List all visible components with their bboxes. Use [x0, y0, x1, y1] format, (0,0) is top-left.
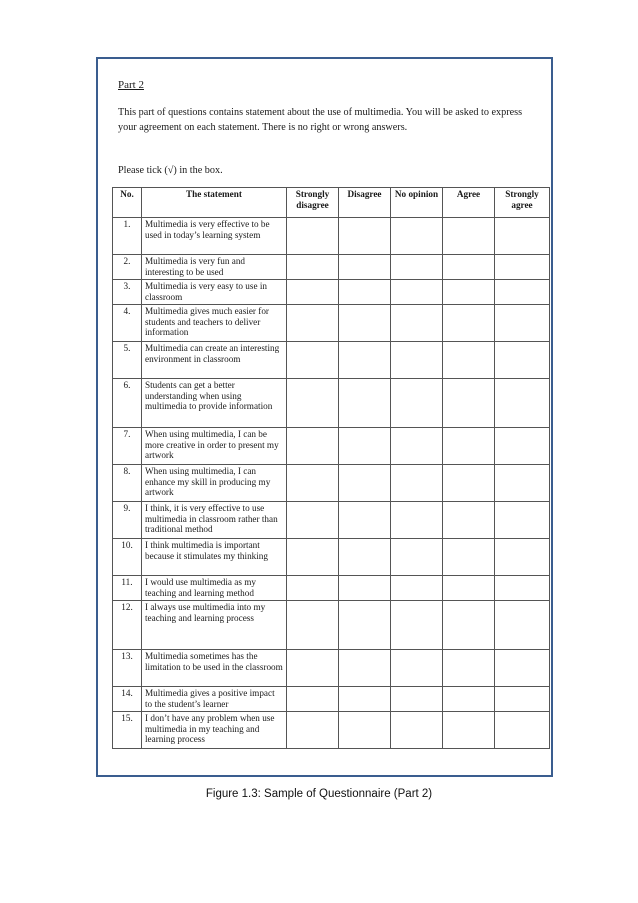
row-statement: I think multimedia is important because it stimulates my thinking — [142, 539, 287, 576]
tick-box-strongly-agree[interactable] — [495, 601, 550, 650]
tick-box-strongly-agree[interactable] — [495, 379, 550, 428]
figure-caption: Figure 1.3: Sample of Questionnaire (Part 2) — [205, 788, 433, 800]
row-number: 10. — [113, 539, 142, 576]
row-number: 12. — [113, 601, 142, 650]
table-row — [113, 539, 550, 576]
table-row — [113, 576, 550, 601]
table-row — [113, 342, 550, 379]
tick-box-strongly-agree[interactable] — [495, 712, 550, 749]
row-number: 9. — [113, 502, 142, 539]
row-statement: Multimedia gives much easier for students and teachers to deliver information — [142, 305, 287, 342]
instruction-text: Please tick (√) in the box. — [118, 165, 223, 176]
row-number: 14. — [113, 687, 142, 712]
tick-box-agree[interactable] — [443, 218, 495, 255]
tick-box-no-opinion[interactable] — [391, 218, 443, 255]
tick-box-disagree[interactable] — [339, 280, 391, 305]
tick-box-strongly-agree[interactable] — [495, 218, 550, 255]
tick-box-strongly-agree[interactable] — [495, 502, 550, 539]
tick-box-disagree[interactable] — [339, 428, 391, 465]
header-no-opinion: No opinion — [391, 188, 443, 218]
tick-box-agree[interactable] — [443, 342, 495, 379]
tick-box-agree[interactable] — [443, 650, 495, 687]
tick-box-strongly-disagree[interactable] — [287, 601, 339, 650]
tick-box-strongly-disagree[interactable] — [287, 218, 339, 255]
tick-box-strongly-disagree[interactable] — [287, 539, 339, 576]
tick-box-no-opinion[interactable] — [391, 280, 443, 305]
tick-box-disagree[interactable] — [339, 465, 391, 502]
tick-box-agree[interactable] — [443, 712, 495, 749]
row-number: 2. — [113, 255, 142, 280]
table-row — [113, 305, 550, 342]
row-statement: Multimedia can create an interesting environment in classroom — [142, 342, 287, 379]
tick-box-strongly-agree[interactable] — [495, 342, 550, 379]
tick-box-no-opinion[interactable] — [391, 428, 443, 465]
tick-box-strongly-disagree[interactable] — [287, 576, 339, 601]
tick-box-strongly-disagree[interactable] — [287, 502, 339, 539]
table-row — [113, 379, 550, 428]
row-statement: I would use multimedia as my teaching and learning method — [142, 576, 287, 601]
tick-box-disagree[interactable] — [339, 342, 391, 379]
tick-box-strongly-disagree[interactable] — [287, 465, 339, 502]
row-statement: Multimedia sometimes has the limitation to be used in the classroom — [142, 650, 287, 687]
tick-box-no-opinion[interactable] — [391, 305, 443, 342]
tick-box-strongly-disagree[interactable] — [287, 305, 339, 342]
row-statement: I think, it is very effective to use multimedia in classroom rather than traditional method — [142, 502, 287, 539]
row-statement: Multimedia is very easy to use in classroom — [142, 280, 287, 305]
tick-box-no-opinion[interactable] — [391, 379, 443, 428]
tick-box-strongly-disagree[interactable] — [287, 280, 339, 305]
table-row — [113, 255, 550, 280]
tick-box-strongly-agree[interactable] — [495, 255, 550, 280]
row-statement: I always use multimedia into my teaching and learning process — [142, 601, 287, 650]
row-statement: When using multimedia, I can be more creative in order to present my artwork — [142, 428, 287, 465]
tick-box-strongly-agree[interactable] — [495, 650, 550, 687]
row-number: 5. — [113, 342, 142, 379]
tick-box-no-opinion[interactable] — [391, 650, 443, 687]
tick-box-strongly-disagree[interactable] — [287, 255, 339, 280]
tick-box-agree[interactable] — [443, 379, 495, 428]
tick-box-agree[interactable] — [443, 465, 495, 502]
questionnaire-table — [112, 187, 550, 749]
tick-box-strongly-agree[interactable] — [495, 687, 550, 712]
tick-box-no-opinion[interactable] — [391, 255, 443, 280]
table-row — [113, 428, 550, 465]
tick-box-no-opinion[interactable] — [391, 576, 443, 601]
tick-box-disagree[interactable] — [339, 650, 391, 687]
row-number: 8. — [113, 465, 142, 502]
table-row — [113, 650, 550, 687]
header-statement: The statement — [142, 188, 287, 218]
table-row — [113, 601, 550, 650]
tick-box-strongly-disagree[interactable] — [287, 379, 339, 428]
table-row — [113, 502, 550, 539]
tick-box-strongly-agree[interactable] — [495, 465, 550, 502]
tick-box-disagree[interactable] — [339, 255, 391, 280]
tick-box-no-opinion[interactable] — [391, 687, 443, 712]
tick-box-no-opinion[interactable] — [391, 342, 443, 379]
header-agree: Agree — [443, 188, 495, 218]
table-row — [113, 280, 550, 305]
table-header-row — [113, 188, 550, 218]
header-strongly-agree: Strongly agree — [495, 188, 550, 218]
header-no: No. — [113, 188, 142, 218]
tick-box-strongly-agree[interactable] — [495, 428, 550, 465]
row-number: 4. — [113, 305, 142, 342]
table-row — [113, 465, 550, 502]
header-disagree: Disagree — [339, 188, 391, 218]
tick-box-strongly-disagree[interactable] — [287, 342, 339, 379]
row-number: 15. — [113, 712, 142, 749]
header-strongly-disagree: Strongly disagree — [287, 188, 339, 218]
row-statement: Students can get a better understanding when using multimedia to provide information — [142, 379, 287, 428]
tick-box-no-opinion[interactable] — [391, 502, 443, 539]
tick-box-disagree[interactable] — [339, 502, 391, 539]
tick-box-strongly-disagree[interactable] — [287, 650, 339, 687]
tick-box-strongly-agree[interactable] — [495, 539, 550, 576]
tick-box-disagree[interactable] — [339, 305, 391, 342]
row-statement: Multimedia gives a positive impact to the student’s learner — [142, 687, 287, 712]
table-row — [113, 218, 550, 255]
tick-box-disagree[interactable] — [339, 539, 391, 576]
tick-box-strongly-agree[interactable] — [495, 576, 550, 601]
row-number: 11. — [113, 576, 142, 601]
table-row — [113, 687, 550, 712]
tick-box-strongly-agree[interactable] — [495, 280, 550, 305]
row-number: 3. — [113, 280, 142, 305]
tick-box-no-opinion[interactable] — [391, 601, 443, 650]
tick-box-agree[interactable] — [443, 502, 495, 539]
tick-box-disagree[interactable] — [339, 576, 391, 601]
tick-box-agree[interactable] — [443, 305, 495, 342]
intro-text: This part of questions contains statement about the use of multimedia. You will be asked to express your agreement on each statement. There is no right or wrong answers. — [118, 107, 523, 133]
tick-box-agree[interactable] — [443, 539, 495, 576]
tick-box-agree[interactable] — [443, 576, 495, 601]
tick-box-agree[interactable] — [443, 280, 495, 305]
tick-box-no-opinion[interactable] — [391, 465, 443, 502]
tick-box-agree[interactable] — [443, 255, 495, 280]
row-statement: When using multimedia, I can enhance my skill in producing my artwork — [142, 465, 287, 502]
table-row — [113, 712, 550, 749]
part-title: Part 2 — [118, 79, 144, 91]
row-number: 7. — [113, 428, 142, 465]
tick-box-agree[interactable] — [443, 687, 495, 712]
row-statement: I don’t have any problem when use multimedia in my teaching and learning process — [142, 712, 287, 749]
row-statement: Multimedia is very fun and interesting to be used — [142, 255, 287, 280]
tick-box-strongly-disagree[interactable] — [287, 712, 339, 749]
tick-box-disagree[interactable] — [339, 601, 391, 650]
tick-box-no-opinion[interactable] — [391, 712, 443, 749]
tick-box-disagree[interactable] — [339, 687, 391, 712]
tick-box-disagree[interactable] — [339, 712, 391, 749]
questionnaire-figure — [96, 57, 553, 777]
tick-box-disagree[interactable] — [339, 379, 391, 428]
tick-box-agree[interactable] — [443, 428, 495, 465]
row-statement: Multimedia is very effective to be used in today’s learning system — [142, 218, 287, 255]
row-number: 6. — [113, 379, 142, 428]
tick-box-agree[interactable] — [443, 601, 495, 650]
tick-box-no-opinion[interactable] — [391, 539, 443, 576]
tick-box-strongly-disagree[interactable] — [287, 428, 339, 465]
row-number: 13. — [113, 650, 142, 687]
tick-box-strongly-agree[interactable] — [495, 305, 550, 342]
tick-box-disagree[interactable] — [339, 218, 391, 255]
row-number: 1. — [113, 218, 142, 255]
tick-box-strongly-disagree[interactable] — [287, 687, 339, 712]
